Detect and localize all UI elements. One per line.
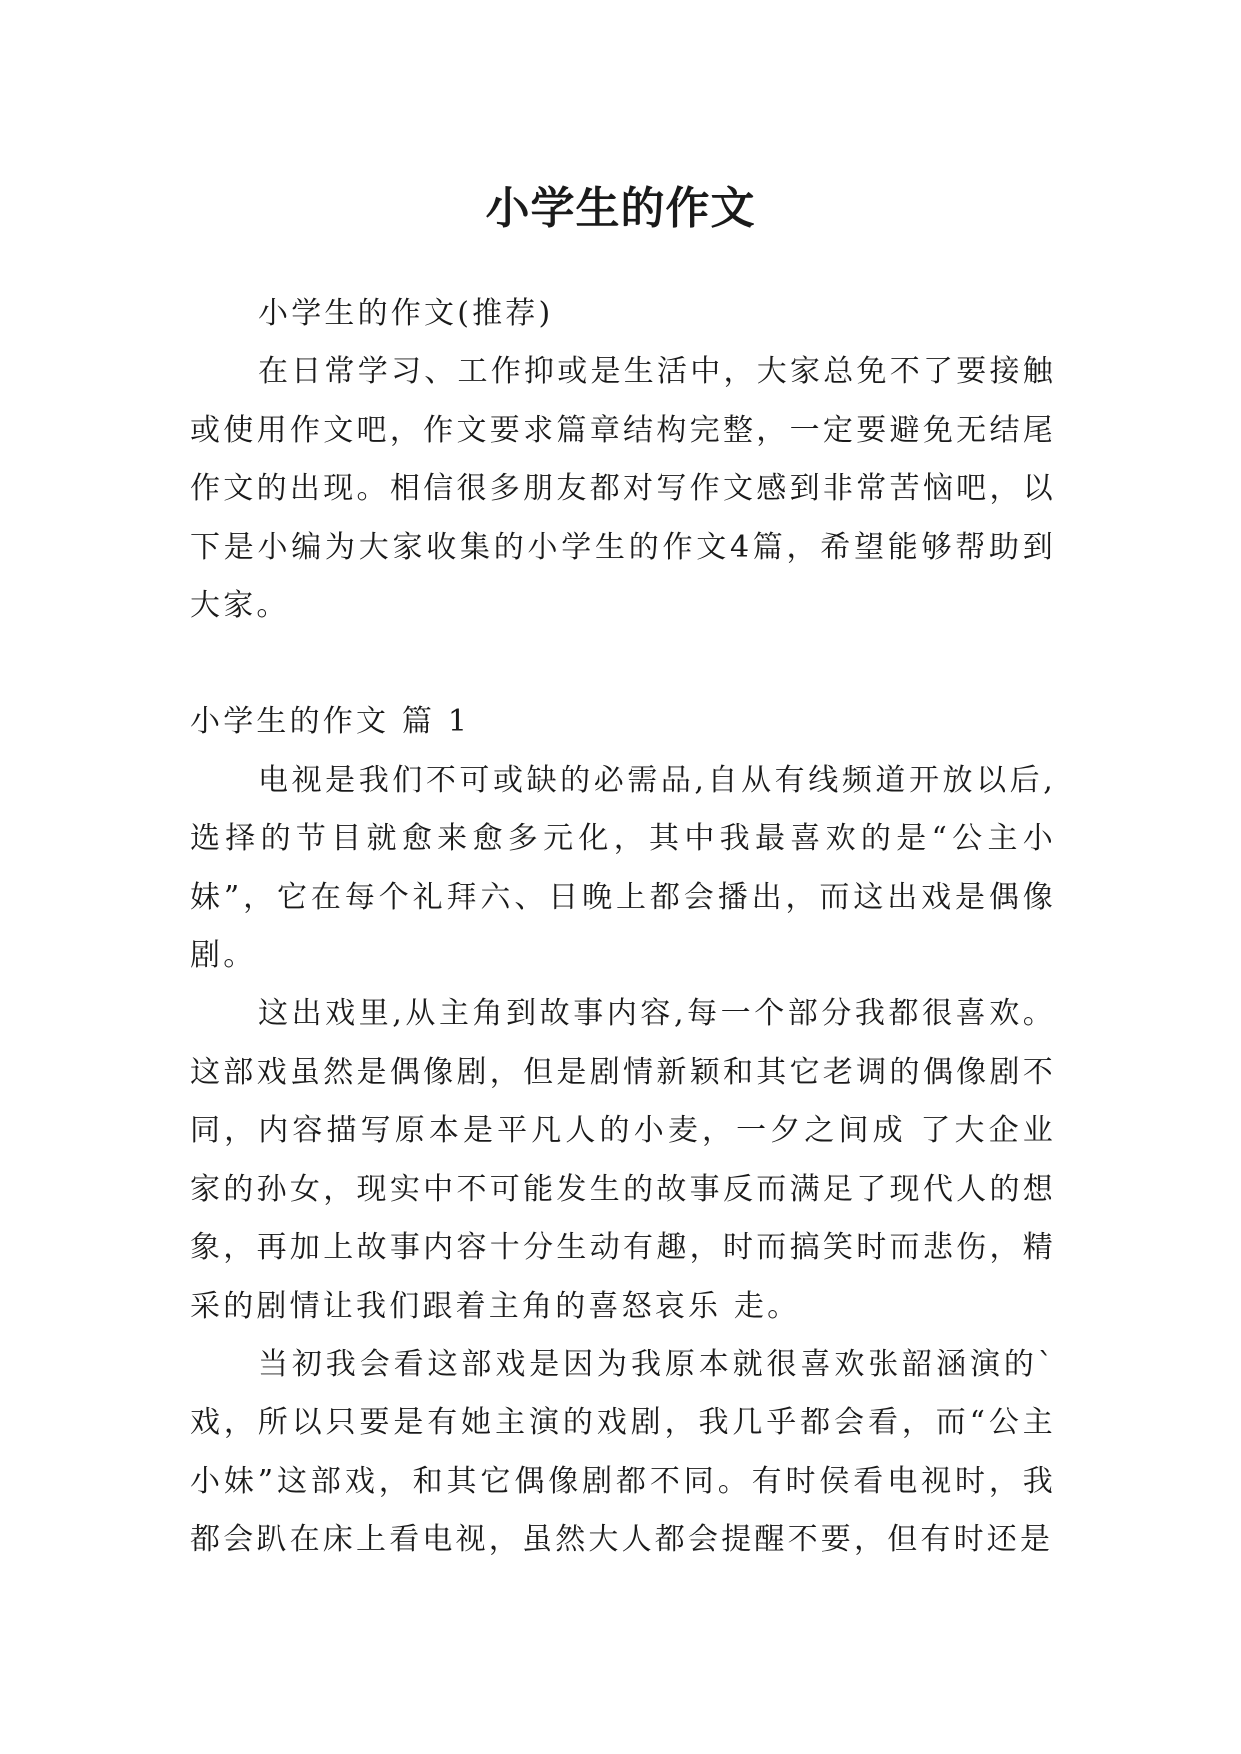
intro-paragraph: 在日常学习、工作抑或是生活中，大家总免不了要接触或使用作文吧，作文要求篇章结构完整，一定要避免无结尾作文的出现。相信很多朋友都对写作文感到非常苦恼吧，以下是小编为大家收集的小学生的作文4篇，希望能够帮助到大家。	[190, 354, 1056, 624]
body-paragraph-2: 这出戏里,从主角到故事内容,每一个部分我都很喜欢。这部戏虽然是偶像剧，但是剧情新颖和其它老调的偶像剧不同，内容描写原本是平凡人的小麦，一夕之间成 了大企业家的孙女，现实中不可能发生的故事反而满足了现代人的想象，再加上故事内容十分生动有趣，时而搞笑时而悲伤，精采的剧情让我们跟着主角的喜怒哀乐 走。	[190, 996, 1056, 1324]
body-paragraph-3: 当初我会看这部戏是因为我原本就很喜欢张韶涵演的`戏，所以只要是有她主演的戏剧，我几乎都会看，而“公主小妹”这部戏，和其它偶像剧都不同。有时侯看电视时，我都会趴在床上看电视，虽然大人都会提醒不要，但有时还是	[190, 1346, 1056, 1558]
document-title: 小学生的作文	[485, 183, 756, 235]
paragraph-spacer	[190, 635, 1056, 693]
section-heading: 小学生的作文 篇 1	[190, 704, 471, 740]
document-subtitle: 小学生的作文(推荐)	[258, 296, 554, 331]
body-paragraph-1: 电视是我们不可或缺的必需品,自从有线频道开放以后,选择的节目就愈来愈多元化，其中我最喜欢的是“公主小妹”，它在每个礼拜六、日晚上都会播出，而这出戏是偶像剧。	[190, 762, 1056, 974]
document-body	[190, 285, 1056, 1570]
